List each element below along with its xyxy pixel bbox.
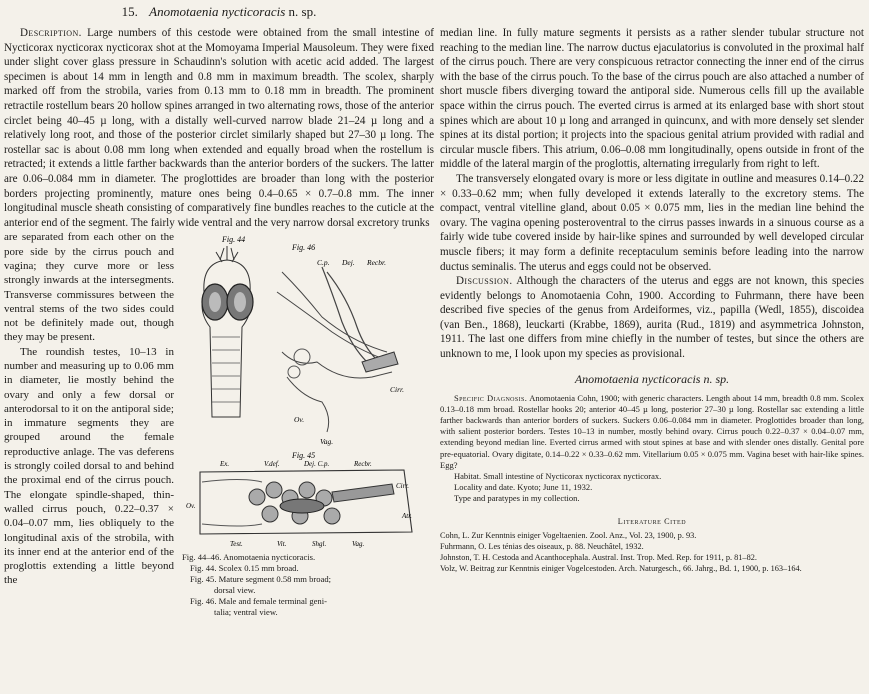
figure-45-segment: [186, 451, 412, 548]
caption-fig46: Fig. 46. Male and female terminal geni-: [190, 596, 327, 607]
fig45-recbr: Recbr.: [354, 460, 372, 469]
species-suffix: n. sp.: [288, 4, 317, 19]
diagnosis-block: [440, 393, 864, 505]
description-label: Description.: [20, 27, 82, 39]
discussion-text: Although the characters of the uterus and eggs are not known, this species evidently belongs to Anomotaenia Cohn, 1900. According to Fuhrmann, there have been described five species of the genus from Ardeiformes, viz., papilla (Wedl, 1855), discoidea (van Ben., 1868), leuckarti (Krabbe, 1869), aurita (Rud., 1819) and asymmetrica Johnston, 1911. The last one differs from mine chiefly in the number of testes, but since the others are unknown to me, I look upon my species as provisional.: [440, 275, 864, 361]
description-paragraph: [4, 26, 434, 230]
fig46-label: Fig. 46: [292, 243, 316, 253]
fig45-label: Fig. 45: [292, 451, 316, 461]
fig45-vit: Vit.: [277, 540, 287, 549]
species-diagnosis-title: Anomotaenia nycticoracis n. sp.: [574, 371, 730, 386]
reference-item: Johnston, T. H. Cestoda and Acanthocephala. Austral. Inst. Trop. Med. Rep. for 1911, p. 81–82.: [440, 552, 757, 562]
figure-caption: [182, 552, 432, 618]
caption-fig45-cont: dorsal view.: [214, 585, 256, 596]
fig44-label: Fig. 44: [222, 235, 246, 245]
caption-fig46-cont: talia; ventral view.: [214, 607, 278, 618]
literature-heading: Literature Cited: [617, 516, 687, 526]
description-text: Large numbers of this cestode were obtained from the small intestine of Nycticorax nycticorax nycticorax shot at the Momoyama Imperial Mausoleum. They were fixed under slight cover glass pressure in Schaudinn's solution with acetic acid added. The largest specimen is about 14 mm in length and 0.8 mm in maximum breadth. The scolex, sharply marked off from the strobila, varies from 0.13 mm to 0.18 mm in breadth. The prominent retractile rostellum bears 20 hollow spines arranged in two alternating rows, those of the anterior circlet being 40–45 µ long, with a distally well-curved narrow blade 21–24 µ long and a relatively long root, and those of the posterior circlet similarly shaped but 27–30 µ long. The rostellar sac is about 0.08 mm long when extended and equally broad when the rostellum is retracted; it extends a little farther backwards than the anterior borders of the suckers. The latter are 0.06–0.084 mm in diameter. The proglottides are broader than long with the posterior borders projecting prominently, mature ones being 0.4–0.65 × 0.7–0.8 mm. The inner longitudinal muscle sheath consisting of comparatively fine bundles reaches to the cuticle at the anterior end of the segment. The fairly wide ventral and the very narrow dorsal excretory trunks: [4, 27, 434, 229]
types-line: Type and paratypes in my collection.: [454, 493, 580, 504]
fig46-dej: Dej.: [342, 258, 355, 268]
excretory-paragraph: are separated from each other on the pore side by the cirrus pouch and vagina; they curve more or less strongly inwards at the intersegments. Transverse commissures between the ventral stems of the two sides could not be definitely made out, though they may be present.: [4, 231, 174, 344]
text-and-figures: [4, 230, 434, 650]
habitat-line: Habitat. Small intestine of Nycticorax nycticorax nycticorax.: [454, 471, 662, 482]
fig45-vag: Vag.: [352, 540, 365, 549]
narrow-text-column: [4, 230, 174, 587]
diagnosis-text: Anomotaenia Cohn, 1900; with generic characters. Length about 14 mm, breadth 0.8 mm. Scolex 0.13–0.18 mm broad. Rostellar hooks 20; anterior 40–45 µ long, posterior 27–30 µ long. Rostellar sac extending a little farther backwards than anterior borders of suckers. Suckers 0.06–0.084 mm in diameter. Proglottides broader than long, with salient posterior borders. Testes 10–13 in number, mostly behind ovary. Cirrus pouch 0.22–0.37 × 0.04–0.07 mm, extending beyond median line. Everted cirrus armed with stout spines at base and with slender ones distally. Genital pore pre-equatorial. Ovary digitate, 0.14–0.22 × 0.33–0.62 mm. Vitellarium 0.05 × 0.075 mm. Vagina beset with hair-like spines. Egg?: [440, 392, 864, 470]
cirrus-paragraph: median line. In fully mature segments it persists as a rather slender tubular structure not reaching to the median line. The narrow ductus ejaculatorius is convoluted in the proximal half of the cirrus pouch. There are very conspicuous retractor connecting the inner end of the cirrus with the base of the cirrus pouch. To the base of the cirrus pouch are also attached a number of short muscle fibers diverging toward the antiporal side. Numerous cells fill up the available space within the cirrus pouch. The everted cirrus is armed at its enlarged base with short stout spines which are about 10 µ long and arranged in quincunx, and with more densely set slender spines at its distal portion; it projects into the spacious genital atrium provided with radial and circular muscle fibers. This atrium, 0.06–0.08 mm longitudinally, opens outside in front of the middle of the lateral margin of the proglottis, alternating irregularly from right to left.: [440, 27, 864, 171]
discussion-label: Discussion.: [456, 275, 513, 288]
reference-list: [440, 530, 864, 574]
fig46-vag: Vag.: [320, 437, 334, 447]
caption-title: Fig. 44–46. Anomotaenia nycticoracis.: [182, 552, 316, 563]
figures-block: [182, 232, 432, 644]
caption-fig44: Fig. 44. Scolex 0.15 mm broad.: [190, 563, 299, 574]
testes-paragraph: The roundish testes, 10–13 in number and measuring up to 0.06 mm in diameter, lie mostly behind the ovary and only a few dorsal or anterodorsal to it on the antiporal side; in immature segments they are grouped around the female reproductive anlage. The vas deferens is strongly coiled dorsal to and behind the proximal end of the cirrus pouch. The elongate spindle-shaped, thin-walled cirrus pouch, 0.22–0.37 × 0.04–0.07 mm, lies obliquely to the longitudinal axis of the strobila, with its inner end at the anterior end of the proglottis extending a little beyond the: [4, 345, 174, 587]
reference-item: Fuhrmann, O. Les ténias des oiseaux, p. 88. Neuchâtel, 1932.: [440, 541, 644, 551]
figures-svg: [182, 232, 432, 550]
caption-fig45: Fig. 45. Mature segment 0.58 mm broad;: [190, 574, 332, 585]
left-column: [4, 0, 434, 694]
diagnosis-paragraph: [440, 393, 864, 471]
reference-item: Volz, W. Beitrag zur Kenntnis einiger Vogelcestoden. Arch. Naturgesch., 66. Jahrg., Bd. 1, 1900, p. 163–164.: [440, 563, 802, 573]
figure-46-genitalia: [277, 243, 404, 446]
fig46-ov: Ov.: [294, 415, 305, 425]
fig46-recbr: Recbr.: [367, 258, 386, 268]
figure-44-scolex: [202, 235, 253, 417]
fig45-cirr: Cirr.: [396, 482, 410, 491]
fig45-vdef: V.def.: [264, 460, 280, 469]
locality-line: Locality and date. Kyoto; June 11, 1932.: [454, 482, 593, 493]
fig45-dejcp: Dej. C.p.: [304, 460, 330, 469]
fig46-cp: C.p.: [317, 258, 330, 268]
fig45-shgl: Shgl.: [312, 540, 327, 549]
fig46-cirr: Cirr.: [390, 385, 404, 395]
right-column: [440, 0, 864, 694]
fig45-ex: Ex.: [220, 460, 230, 469]
reference-item: Cohn, L. Zur Kenntnis einiger Vogeltaenien. Zool. Anz., Vol. 23, 1900, p. 93.: [440, 530, 697, 540]
fig45-atr: Atr.: [402, 512, 412, 521]
fig45-test: Test.: [230, 540, 243, 549]
diagnosis-label: Specific Diagnosis.: [454, 392, 528, 403]
section-number: 15.: [121, 4, 138, 19]
fig45-ov: Ov.: [186, 502, 196, 511]
discussion-paragraph: [440, 274, 864, 362]
section-heading: [4, 4, 434, 20]
ovary-paragraph: The transversely elongated ovary is more or less digitate in outline and measures 0.14–0.22 × 0.33–0.62 mm; when fully developed it extends laterally to the excretory stems. The compact, ventral vitelline gland, about 0.05 × 0.075 mm, lies in the median line behind the ovary. The vagina opening posteroventral to the cirrus passes inwards in a sinuous course as a fairly wide tube covered inside by hair-like spines and surrounded by well developed circular muscle fibers; it may form a definite receptaculum seminis before leading into the narrow ductus seminalis. The uterus and eggs could not be observed.: [440, 172, 864, 273]
species-name: Anomotaenia nycticoracis: [149, 4, 286, 19]
